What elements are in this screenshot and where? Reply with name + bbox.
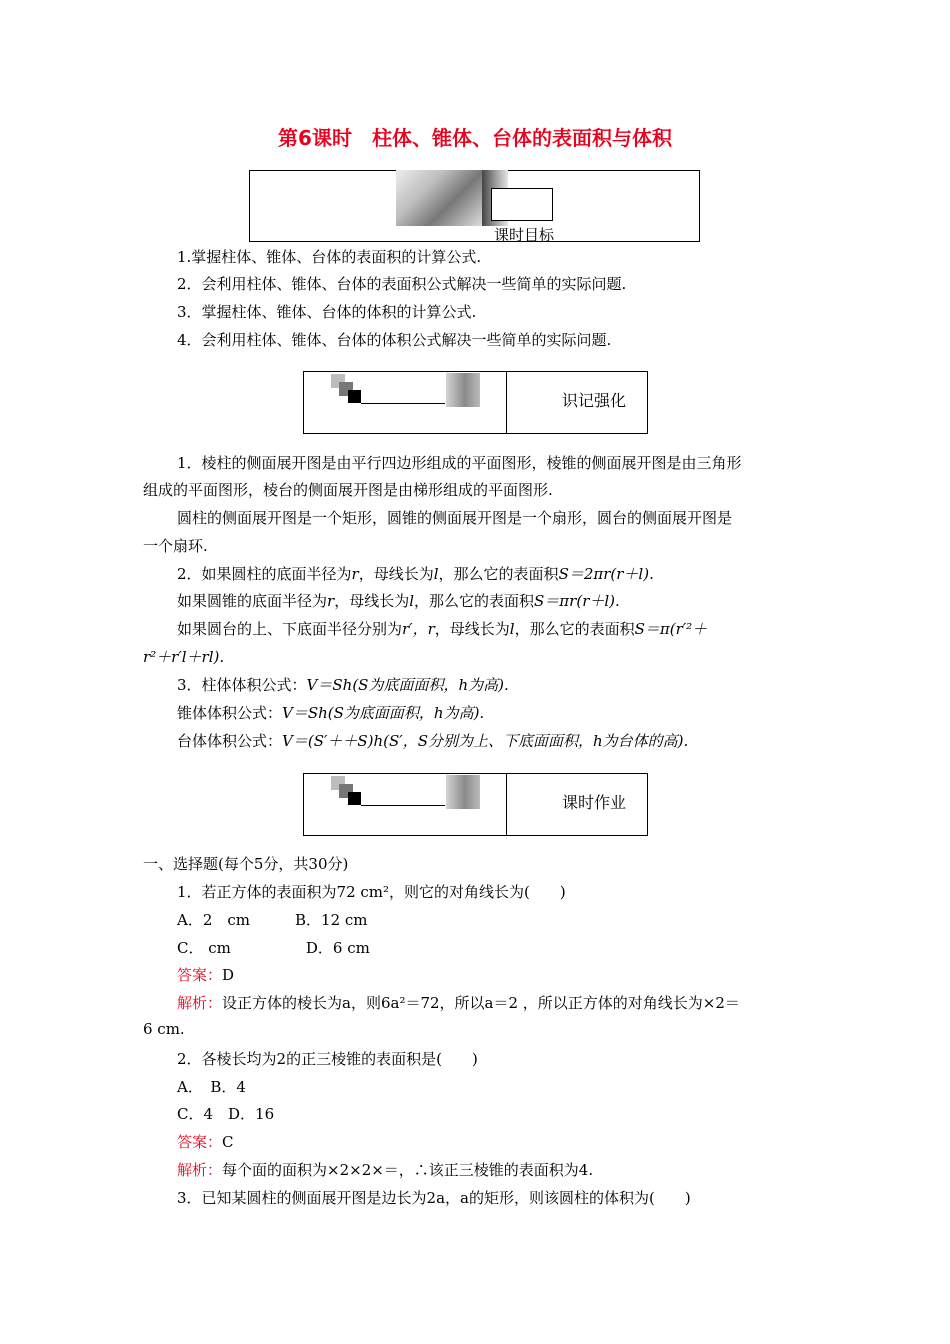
header-divider — [506, 372, 507, 433]
section-heading: 一、选择题(每个5分，共30分) — [143, 855, 349, 873]
text: ，母线长为 — [334, 592, 410, 610]
option-line: A．2 cm B．12 cm — [177, 911, 368, 929]
header-label-frame — [491, 188, 553, 221]
answer-label: 答案： — [177, 966, 223, 984]
var: l — [409, 592, 415, 610]
header-decoration — [396, 170, 482, 226]
text: ，母线长为 — [434, 620, 510, 638]
header-divider — [506, 774, 507, 835]
header-square — [348, 792, 361, 805]
var: r — [427, 620, 435, 638]
memory-section-header — [303, 371, 648, 434]
text: ，那么它的表面积 — [414, 592, 535, 610]
paragraph — [177, 618, 707, 639]
text: ，那么它的表面积 — [514, 620, 635, 638]
paragraph — [177, 590, 620, 611]
objectives-label: 课时目标 — [494, 226, 555, 244]
explanation-text: 每个面的面积为×2×2×＝，∴该正三棱锥的表面积为4. — [222, 1161, 594, 1179]
text: ，那么它的表面积 — [438, 565, 559, 583]
explanation-text: 设正方体的棱长为a，则6a²＝72，所以a＝2 ，所以正方体的对角线长为×2＝ — [222, 994, 740, 1012]
page-title: 第6课时 柱体、锥体、台体的表面积与体积 — [278, 126, 672, 150]
var: l — [509, 620, 515, 638]
text: 2．如果圆柱的底面半径为 — [177, 565, 352, 583]
answer-value: C — [222, 1133, 234, 1151]
formula: S＝πr(r＋l). — [534, 592, 620, 610]
paragraph — [177, 674, 509, 695]
paragraph: 圆柱的侧面展开图是一个矩形，圆锥的侧面展开图是一个扇形，圆台的侧面展开图是 — [177, 509, 733, 527]
homework-section-label: 课时作业 — [562, 793, 627, 812]
explanation-label: 解析： — [177, 1161, 223, 1179]
answer — [177, 1131, 234, 1152]
objective-item: 2．会利用柱体、锥体、台体的表面积公式解决一些简单的实际问题. — [177, 275, 627, 293]
objective-item: 3．掌握柱体、锥体、台体的体积的计算公式. — [177, 303, 477, 321]
text: ，母线长为 — [358, 565, 434, 583]
formula: V＝(S′＋＋S)h(S′，S分别为上、下底面面积，h为台体的高). — [282, 732, 689, 750]
var: r — [327, 592, 335, 610]
header-square — [348, 390, 361, 403]
text: 台体体积公式： — [177, 732, 283, 750]
text: 如果圆锥的底面半径为 — [177, 592, 328, 610]
answer-label: 答案： — [177, 1133, 223, 1151]
answer — [177, 964, 234, 985]
formula: V＝Sh(S为底面面积，h为高). — [306, 676, 509, 694]
option-line: C． cm D．6 cm — [177, 939, 370, 957]
answer-value: D — [222, 966, 235, 984]
explanation-cont: 6 cm. — [143, 1020, 185, 1038]
paragraph — [177, 563, 654, 584]
question: 3．已知某圆柱的侧面展开图是边长为2a，a的矩形，则该圆柱的体积为( ) — [177, 1189, 691, 1207]
var: l — [433, 565, 439, 583]
var: r — [351, 565, 359, 583]
formula: S＝2πr(r＋l). — [558, 565, 654, 583]
paragraph: 组成的平面图形，棱台的侧面展开图是由梯形组成的平面图形. — [143, 481, 553, 499]
homework-section-header — [303, 773, 648, 836]
header-rule — [361, 805, 445, 806]
text: 3．柱体体积公式： — [177, 676, 307, 694]
formula: V＝Sh(S为底面面积，h为高). — [282, 704, 485, 722]
text: 锥体体积公式： — [177, 704, 283, 722]
header-slash-decoration — [446, 373, 480, 407]
option-line: C．4 D．16 — [177, 1105, 275, 1123]
objective-item: 1.掌握柱体、锥体、台体的表面积的计算公式. — [177, 248, 482, 266]
text: 如果圆台的上、下底面半径分别为 — [177, 620, 403, 638]
explanation-label: 解析： — [177, 994, 223, 1012]
option-line: A． B．4 — [177, 1078, 246, 1096]
paragraph — [177, 730, 688, 751]
paragraph: 1．棱柱的侧面展开图是由平行四边形组成的平面图形，棱锥的侧面展开图是由三角形 — [177, 454, 742, 472]
paragraph: 一个扇环. — [143, 537, 208, 555]
formula: r²＋r′l＋rl). — [143, 648, 225, 666]
formula: S＝π(r′²＋ — [634, 620, 708, 638]
question: 2．各棱长均为2的正三棱锥的表面积是( ) — [177, 1050, 478, 1068]
header-rule — [361, 403, 445, 404]
memory-section-label: 识记强化 — [562, 391, 627, 410]
header-slash-decoration — [446, 775, 480, 809]
var: r′， — [402, 620, 428, 638]
question: 1．若正方体的表面积为72 cm²，则它的对角线长为( ) — [177, 883, 566, 901]
objective-item: 4．会利用柱体、锥体、台体的体积公式解决一些简单的实际问题. — [177, 331, 612, 349]
paragraph — [177, 702, 484, 723]
explanation — [177, 992, 740, 1013]
explanation — [177, 1159, 593, 1180]
